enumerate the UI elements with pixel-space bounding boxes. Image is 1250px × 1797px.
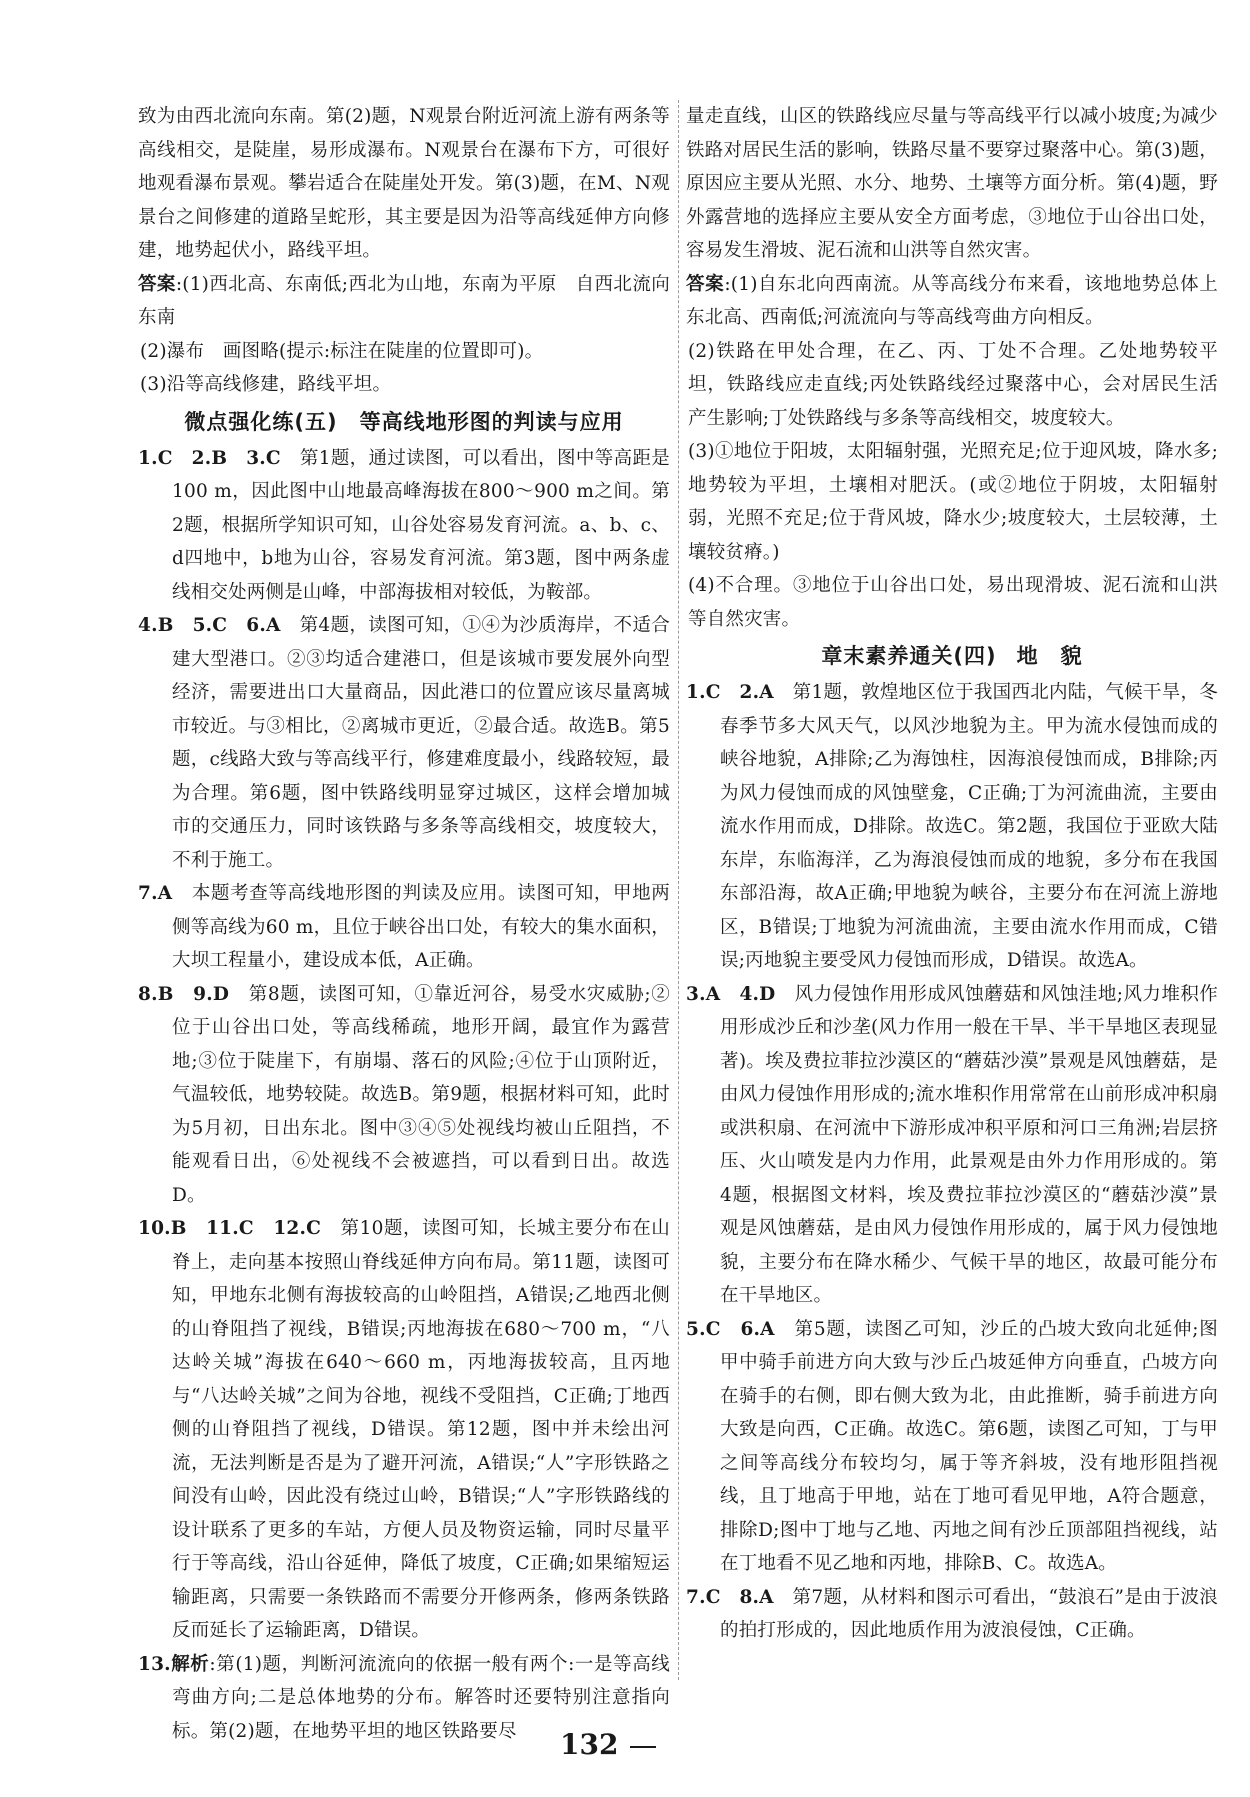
page-number: 132: [560, 1728, 619, 1761]
paragraph: 致为由西北流向东南。第(2)题，N观景台附近河流上游有两条等高线相交，是陡崖，易形成瀑布。N观景台在瀑布下方，可很好地观看瀑布景观。攀岩适合在陡崖处开发。第(3)题，在M、N观景台之间修建的道路呈蛇形，其主要是因为沿等高线延伸方向修建，地势起伏小，路线平坦。: [138, 106, 670, 261]
question-block: [686, 1581, 1218, 1648]
question-explanation: 第4题，读图可知，①④为沙质海岸，不适合建大型港口。②③均适合建港口，但是该城市要发展外向型经济，需要进出口大量商品，因此港口的位置应该尽量离城市较近。与③相比，②离城市更近，②最合适。故选B。第5题，c线路大致与等高线平行，修建难度最小，线路较短，最为合理。第6题，图中铁路线明显穿过城区，这样会增加城市的交通压力，同时该铁路与多条等高线相交，坡度较大，不利于施工。: [172, 615, 670, 871]
question-block: [138, 442, 670, 610]
question-numbers: 4.B 5.C 6.A: [138, 615, 281, 636]
question-explanation: 第7题，从材料和图示可看出，“鼓浪石”是由于波浪的拍打形成的，因此地质作用为波浪侵蚀，C正确。: [720, 1586, 1218, 1641]
question-numbers: 1.C 2.B 3.C: [138, 447, 281, 469]
question-block: [138, 1212, 670, 1648]
analysis-label: 解析: [170, 1653, 210, 1675]
question-numbers: 8.B 9.D: [138, 983, 230, 1005]
question-explanation: 第1题，敦煌地区位于我国西北内陆，气候干旱，冬春季节多大风天气，以风沙地貌为主。甲为流水侵蚀而成的峡谷地貌，A排除;乙为海蚀柱，因海浪侵蚀而成，B排除;丙为风力侵蚀而成的风蚀壁龛，C正确;丁为河流曲流，主要由流水作用而成，D排除。故选C。第2题，我国位于亚欧大陆东岸，东临海洋，乙为海浪侵蚀而成的地貌，多分布在我国东部沿海，故A正确;甲地貌为峡谷，主要分布在河流上游地区，B错误;丁地貌为河流曲流，主要由流水作用而成，C错误;丙地貌主要受风力侵蚀而形成，D错误。故选A。: [720, 682, 1219, 971]
question-explanation: 第1题，通过读图，可以看出，图中等高距是100 m，因此图中山地最高峰海拔在800～900 m之间。第2题，根据所学知识可知，山谷处容易发育河流。a、b、c、d四地中，b地为山谷，容易发育河流。第3题，图中两条虚线相交处两侧是山峰，中部海拔相对较低，为鞍部。: [172, 447, 670, 603]
answer-line: (4)不合理。③地位于山谷出口处，易出现滑坡、泥石流和山洪等自然灾害。: [688, 575, 1218, 630]
question-numbers: 3.A 4.D: [686, 983, 776, 1005]
question-block: [686, 676, 1218, 978]
answer-line: (3)①地位于阳坡，太阳辐射强，光照充足;位于迎风坡，降水多;地势较为平坦，土壤相对肥沃。(或②地位于阴坡，太阳辐射弱，光照不充足;位于背风坡，降水少;坡度较大，土层较薄，土壤较贫瘠。): [688, 441, 1218, 563]
question-explanation: 第10题，读图可知，长城主要分布在山脊上，走向基本按照山脊线延伸方向布局。第11题，读图可知，甲地东北侧有海拔较高的山岭阻挡，A错误;乙地西北侧的山脊阻挡了视线，B错误;丙地海拔在680～700 m，“八达岭关城”海拔在640～660 m，丙地海拔较高，且丙地与“八达岭关城”之间为谷地，视线不受阻挡，C正确;丁地西侧的山脊阻挡了视线，D错误。第12题，图中并未绘出河流，无法判断是否是为了避开河流，A错误;“人”字形铁路之间没有山岭，因此没有绕过山岭，B错误;“人”字形铁路线的设计联系了更多的车站，方便人员及物资运输，同时尽量平行于等高线，沿山谷延伸，降低了坡度，C正确;如果缩短运输距离，只需要一条铁路而不需要分开修两条，修两条铁路反而延长了运输距离，D错误。: [172, 1218, 670, 1641]
column-divider: [678, 100, 679, 1680]
section-title: [686, 638, 1218, 674]
right-column: [686, 100, 1218, 1648]
answer-text: :(1)西北高、东南低;西北为山地，东南为平原 自西北流向东南: [138, 273, 670, 328]
question-explanation: 本题考查等高线地形图的判读及应用。读图可知，甲地两侧等高线为60 m，且位于峡谷出口处，有较大的集水面积，大坝工程量小，建设成本低，A正确。: [172, 883, 670, 971]
answer-line: (3)沿等高线修建，路线平坦。: [140, 374, 392, 395]
paragraph: 量走直线，山区的铁路线应尽量与等高线平行以减小坡度;为减少铁路对居民生活的影响，铁路尽量不要穿过聚落中心。第(3)题，原因应主要从光照、水分、地势、土壤等方面分析。第(4)题，野外露营地的选择应主要从安全方面考虑，③地位于山谷出口处，容易发生滑坡、泥石流和山洪等自然灾害。: [686, 106, 1218, 261]
question-block: [686, 978, 1218, 1313]
page-number-dash: [630, 1746, 656, 1748]
question-numbers: 1.C 2.A: [686, 682, 774, 703]
answer-label: 答案: [138, 273, 176, 295]
answer-line: [138, 268, 670, 335]
question-block: [686, 1313, 1218, 1581]
question-block: [138, 877, 670, 978]
answer-line: (2)铁路在甲处合理，在乙、丙、丁处不合理。乙处地势较平坦，铁路线应走直线;丙处铁路线经过聚落中心，会对居民生活产生影响;丁处铁路线与多条等高线相交，坡度较大。: [688, 340, 1218, 429]
question-block: [138, 978, 670, 1213]
answer-text: :(1)自东北向西南流。从等高线分布来看，该地地势总体上东北高、西南低;河流流向与等高线弯曲方向相反。: [686, 273, 1218, 328]
question-explanation: 风力侵蚀作用形成风蚀蘑菇和风蚀洼地;风力堆积作用形成沙丘和沙垄(风力作用一般在干旱、半干旱地区表现显著)。埃及费拉菲拉沙漠区的“蘑菇沙漠”景观是风蚀蘑菇，是由风力侵蚀作用形成的;流水堆积作用常常在山前形成冲积扇或洪积扇、在河流中下游形成冲积平原和河口三角洲;岩层挤压、火山喷发是内力作用，此景观是由外力作用形成的。第4题，根据图文材料，埃及费拉菲拉沙漠区的“蘑菇沙漠”景观是风蚀蘑菇，是由风力侵蚀作用形成的，属于风力侵蚀地貌，主要分布在降水稀少、气候干旱的地区，故最可能分布在干旱地区。: [720, 983, 1218, 1306]
question-numbers: 10.B 11.C 12.C: [138, 1218, 322, 1239]
question-numbers: 7.A: [138, 883, 173, 904]
question-explanation: 第5题，读图乙可知，沙丘的凸坡大致向北延伸;图甲中骑手前进方向大致与沙丘凸坡延伸方向垂直，凸坡方向在骑手的右侧，即右侧大致为北，由此推断，骑手前进方向大致是向西，C正确。故选C。第6题，读图乙可知，丁与甲之间等高线分布较均匀，属于等齐斜坡，没有地形阻挡视线，且丁地高于甲地，站在丁地可看见甲地，A符合题意，排除D;图中丁地与乙地、丙地之间有沙丘顶部阻挡视线，站在丁地看不见乙地和丙地，排除B、C。故选A。: [720, 1318, 1218, 1574]
left-column: [138, 100, 670, 1748]
answer-label: 答案: [686, 273, 725, 295]
section-title-topic: 地 貌: [1016, 644, 1083, 668]
question-explanation: 第8题，读图可知，①靠近河谷，易受水灾威胁;②位于山谷出口处，等高线稀疏，地形开阔，最宜作为露营地;③位于陡崖下，有崩塌、落石的风险;④位于山顶附近，气温较低，地势较陡。故选B。第9题，根据材料可知，此时为5月初，日出东北。图中③④⑤处视线均被山丘阻挡，不能观看日出，⑥处视线不会被遮挡，可以看到日出。故选D。: [172, 983, 670, 1206]
question-numbers: 5.C 6.A: [686, 1318, 775, 1340]
question-block: [138, 609, 670, 877]
question-numbers: 13.: [138, 1653, 171, 1675]
section-title: 微点强化练(五) 等高线地形图的判读与应用: [184, 409, 624, 434]
answer-line: [686, 268, 1218, 335]
answer-line: (2)瀑布 画图略(提示:标注在陡崖的位置即可)。: [140, 340, 544, 362]
question-numbers: 7.C 8.A: [686, 1586, 774, 1608]
question-explanation: :第(1)题，判断河流流向的依据一般有两个:一是等高线弯曲方向;二是总体地势的分布。解答时还要特别注意指向标。第(2)题，在地势平坦的地区铁路要尽: [172, 1653, 670, 1742]
section-title-main: 章末素养通关(四): [821, 644, 997, 668]
